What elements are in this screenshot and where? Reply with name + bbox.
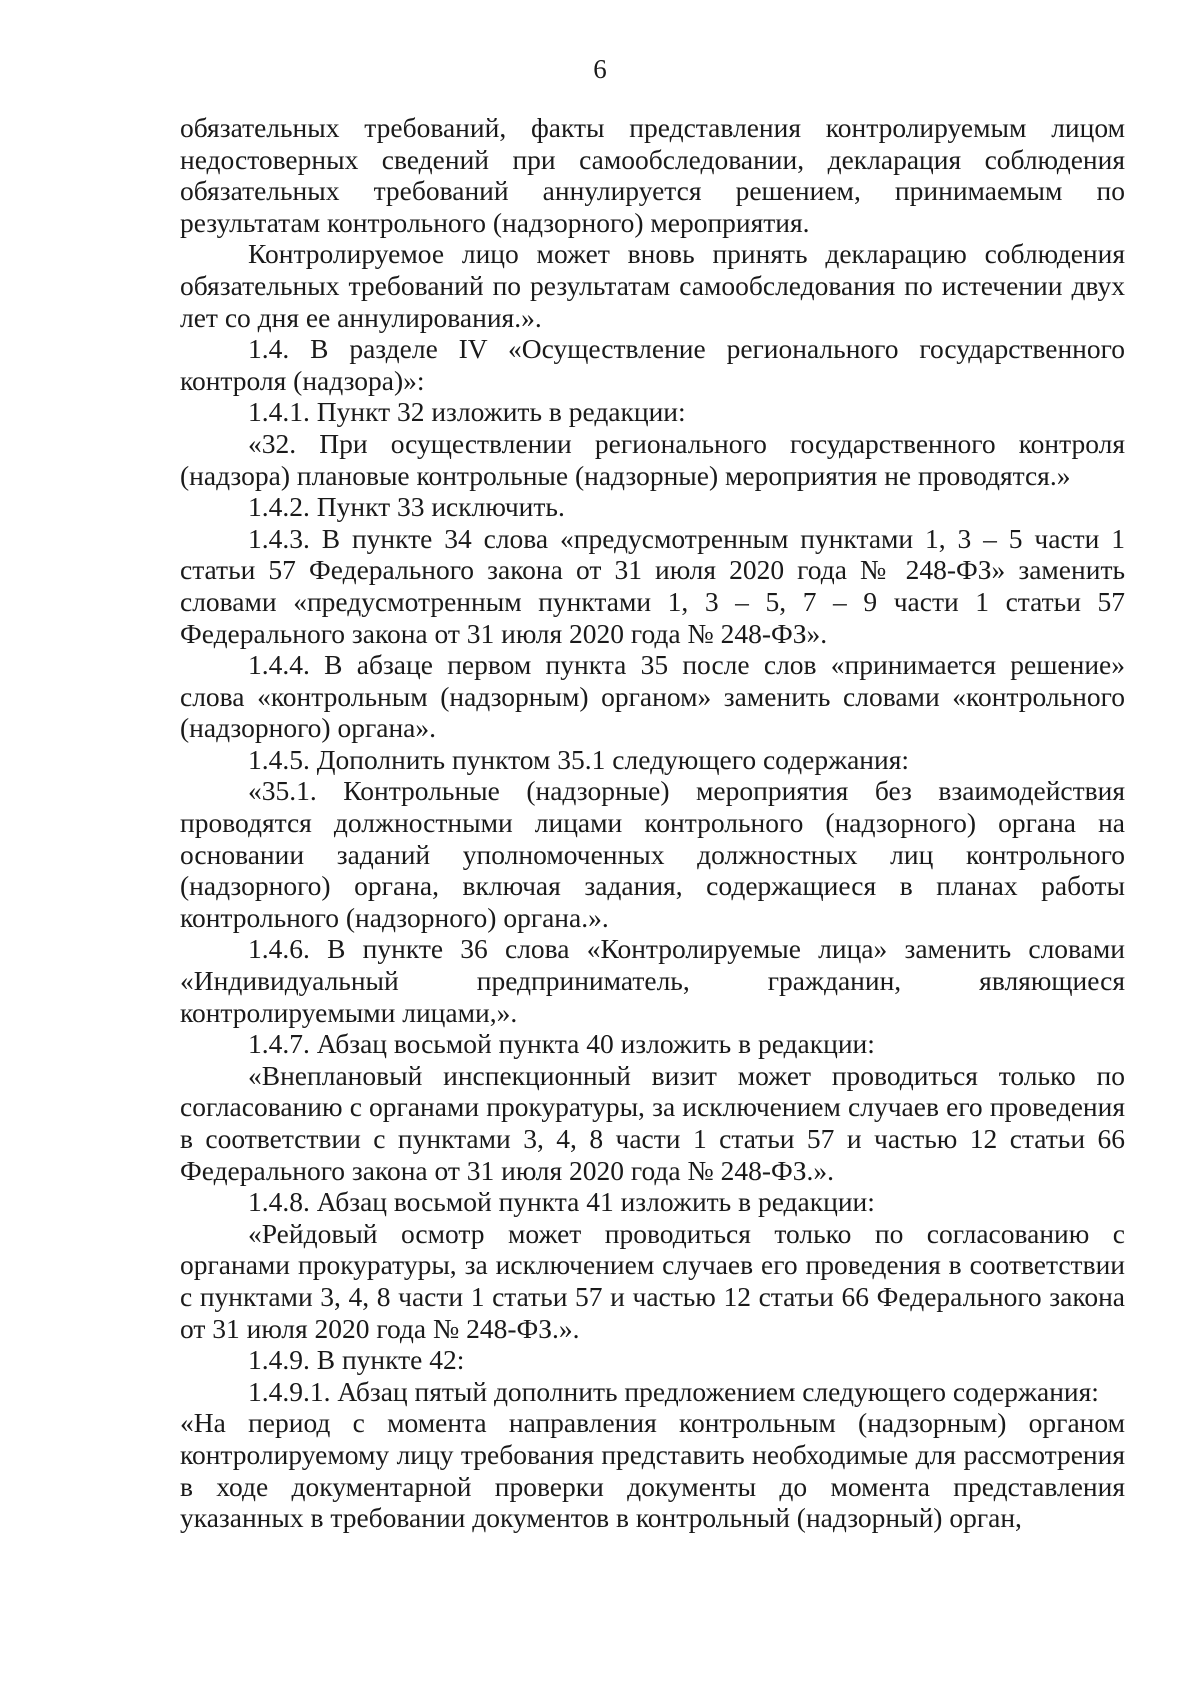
paragraph-1-4-8: 1.4.8. Абзац восьмой пункта 41 изложить в редакции:: [248, 1186, 875, 1218]
document-body: [180, 112, 1125, 1534]
paragraph-1-4-7: 1.4.7. Абзац восьмой пункта 40 изложить в редакции:: [248, 1028, 875, 1060]
paragraph-declaration-renewal: Контролируемое лицо может вновь принять декларацию соблюдения обязательных требований по результатам самообследования по истечении двух лет со дня ее аннулирования.».: [180, 238, 1125, 333]
paragraph-1-4-6: 1.4.6. В пункте 36 слова «Контролируемые лица» заменить словами «Индивидуальный предприниматель, гражданин, являющиеся контролируемыми лицами,».: [180, 933, 1125, 1028]
paragraph-1-4-9-1: 1.4.9.1. Абзац пятый дополнить предложением следующего содержания:: [248, 1375, 1099, 1407]
paragraph-1-4-3: 1.4.3. В пункте 34 слова «предусмотренным пунктами 1, 3 – 5 части 1 статьи 57 Федерального закона от 31 июля 2020 года № 248-ФЗ» заменить словами «предусмотренным пунктами 1, 3 – 5, 7 – 9 части 1 статьи 57 Федерального закона от 31 июля 2020 года № 248-ФЗ».: [180, 522, 1125, 649]
paragraph-1-4: 1.4. В разделе IV «Осуществление регионального государственного контроля (надзора)»:: [180, 333, 1125, 396]
paragraph-1-4-2: 1.4.2. Пункт 33 исключить.: [248, 491, 565, 523]
paragraph-documentary-check: «На период с момента направления контрольным (надзорным) органом контролируемому лицу требования представить необходимые для рассмотрения в ходе документарной проверки документы до момента представления указанных в требовании документов в контрольный (надзорный) орган,: [180, 1407, 1125, 1534]
paragraph-continuation: обязательных требований, факты представления контролируемым лицом недостоверных сведений при самообследовании, декларация соблюдения обязательных требований аннулируется решением, принимаемым по результатам контрольного (надзорного) мероприятия.: [180, 112, 1125, 238]
paragraph-1-4-4: 1.4.4. В абзаце первом пункта 35 после слов «принимается решение» слова «контрольным (надзорным) органом» заменить словами «контрольного (надзорного) органа».: [180, 649, 1125, 744]
paragraph-raid-inspection: «Рейдовый осмотр может проводиться только по согласованию с органами прокуратуры, за исключением случаев его проведения в соответствии с пунктами 3, 4, 8 части 1 статьи 57 и частью 12 статьи 66 Федерального закона от 31 июля 2020 года № 248-ФЗ.».: [180, 1217, 1125, 1344]
paragraph-item-32: «32. При осуществлении регионального государственного контроля (надзора) плановые контрольные (надзорные) мероприятия не проводятся.»: [180, 427, 1125, 491]
paragraph-item-35-1: «35.1. Контрольные (надзорные) мероприятия без взаимодействия проводятся должностными лицами контрольного (надзорного) органа на основании заданий уполномоченных должностных лиц контрольного (надзорного) органа, включая задания, содержащиеся в планах работы контрольного (надзорного) органа.».: [180, 775, 1125, 933]
paragraph-inspection-visit: «Внеплановый инспекционный визит может проводиться только по согласованию с органами прокуратуры, за исключением случаев его проведения в соответствии с пунктами 3, 4, 8 части 1 статьи 57 и частью 12 статьи 66 Федерального закона от 31 июля 2020 года № 248-ФЗ.».: [180, 1059, 1125, 1186]
paragraph-1-4-1: 1.4.1. Пункт 32 изложить в редакции:: [248, 396, 686, 428]
paragraph-1-4-5: 1.4.5. Дополнить пунктом 35.1 следующего содержания:: [248, 743, 909, 775]
paragraph-1-4-9: 1.4.9. В пункте 42:: [248, 1344, 465, 1376]
page-number: 6: [593, 54, 607, 84]
